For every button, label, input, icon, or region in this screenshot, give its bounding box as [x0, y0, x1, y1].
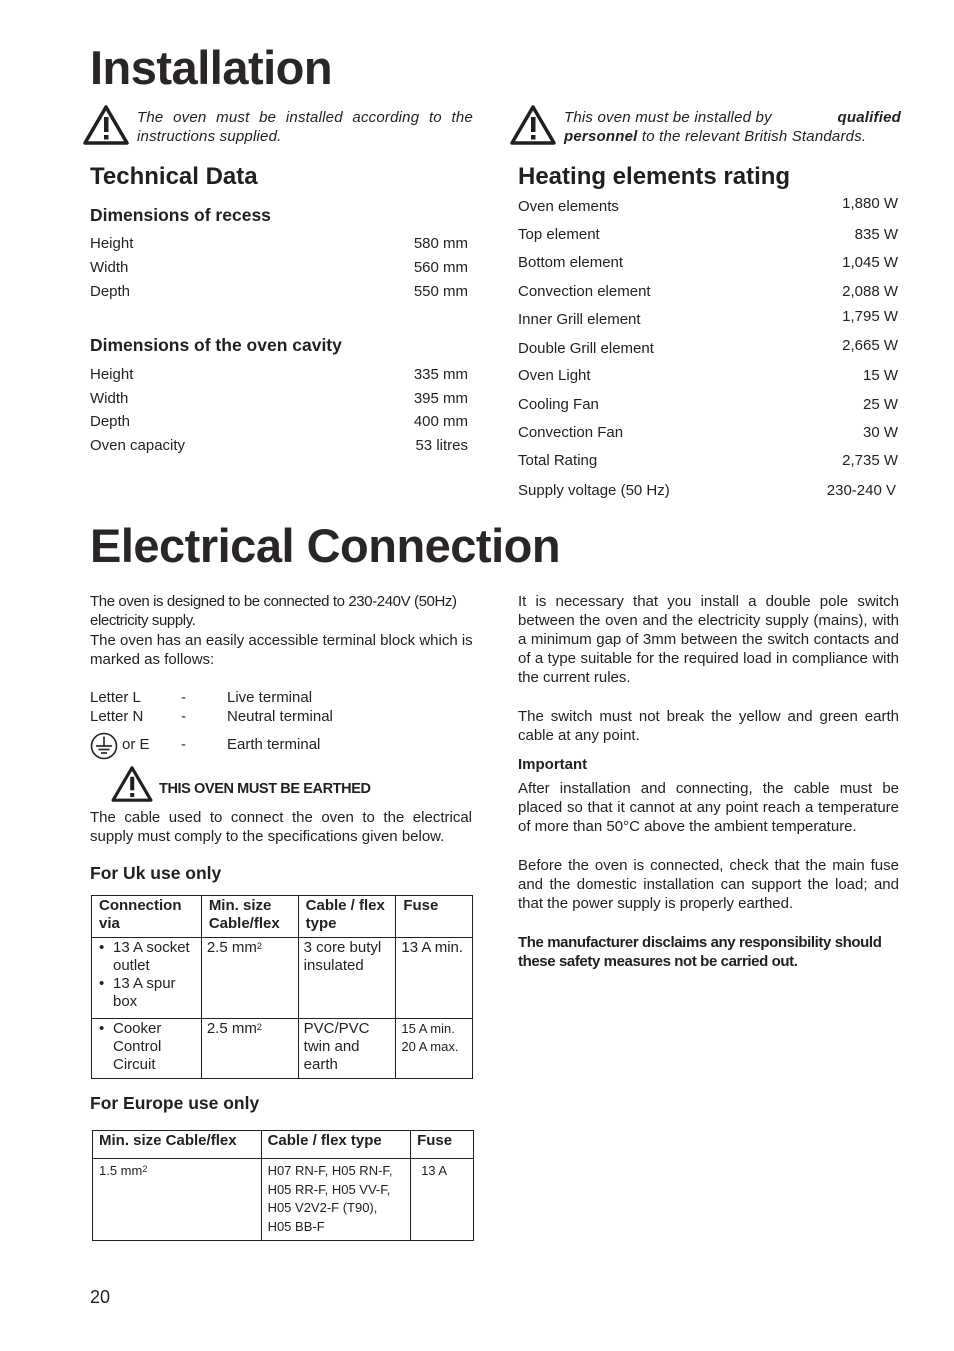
europe-title: For Europe use only [90, 1093, 260, 1113]
europe-cell: 13 A [411, 1159, 474, 1241]
heating-row: Convection Fan 30 W [518, 424, 898, 441]
warning-triangle-icon [110, 766, 154, 802]
recess-row: Width 560 mm [90, 259, 468, 276]
europe-table [92, 1130, 474, 1241]
warning-triangle-icon [83, 105, 129, 145]
europe-header: Fuse [411, 1131, 474, 1159]
electrical-title: Electrical Connection [90, 519, 561, 572]
heating-row: Oven elements 1,880 W [518, 195, 898, 215]
cavity-row: Height 335 mm [90, 366, 468, 383]
uk-cell: • Cooker Control Circuit [92, 1019, 202, 1079]
heating-row: Oven Light 15 W [518, 367, 898, 384]
terminal-desc: Live terminal [227, 689, 313, 706]
uk-table [91, 895, 473, 1079]
heating-row: Cooling Fan 25 W [518, 396, 898, 413]
uk-header: Min. size Cable/flex [201, 896, 298, 938]
right-paragraph-2: The switch must not break the yellow and green earth cable at any point. [518, 708, 899, 744]
earthed-warning: THIS OVEN MUST BE EARTHED [159, 781, 371, 797]
cavity-row: Depth 400 mm [90, 413, 468, 430]
important-title: Important [518, 756, 588, 773]
cavity-row: Oven capacity 53 litres [90, 437, 468, 454]
terminal-letter: or E [122, 736, 150, 753]
uk-cell: 2.5 $mm^2$ [201, 938, 298, 1019]
warning-triangle-icon [510, 105, 556, 145]
cavity-title: Dimensions of the oven cavity [90, 335, 342, 355]
uk-title: For Uk use only [90, 863, 222, 883]
install-warning-right: This oven must be installed by qualified personnel to the relevant British Standards. [564, 109, 901, 145]
uk-cell: PVC/PVC twin and earth [298, 1019, 396, 1079]
terminal-dash: - [181, 736, 186, 753]
heating-row: Bottom element 1,045 W [518, 254, 898, 271]
page-number: 20 [90, 1287, 111, 1307]
right-paragraph-3: After installation and connecting, the cable must be placed so that it cannot at any point reach a temperature of more than 50°C above the ambient temperature. [518, 780, 899, 835]
uk-header: Connection via [92, 896, 202, 938]
technical-data-title: Technical Data [90, 163, 258, 190]
uk-cell: 2.5 $mm^2$ [201, 1019, 298, 1079]
electrical-intro-1: The oven is designed to be connected to 230-240V (50Hz) electricity supply. [90, 593, 457, 629]
heating-row: Double Grill element 2,665 W [518, 337, 898, 357]
cable-text: The cable used to connect the oven to the electrical supply must comply to the specifications given below. [90, 809, 472, 845]
terminal-dash: - [181, 689, 186, 706]
uk-cell: 3 core butyl insulated [298, 938, 396, 1019]
uk-cell: • 13 A socket outlet • 13 A spur box [92, 938, 202, 1019]
right-paragraph-4: Before the oven is connected, check that the main fuse and the domestic installation can support the load; and that the power supply is properly earthed. [518, 857, 899, 912]
terminal-letter: Letter N [90, 708, 144, 725]
europe-cell: H07 RN-F, H05 RN-F, H05 RR-F, H05 VV-F, H05 V2V2-F (T90), H05 BB-F [261, 1159, 411, 1241]
heating-row: Top element 835 W [518, 226, 898, 243]
recess-row: Height 580 mm [90, 235, 468, 252]
terminal-desc: Earth terminal [227, 736, 321, 753]
uk-cell: 13 A min. [396, 938, 473, 1019]
terminal-desc: Neutral terminal [227, 708, 333, 725]
electrical-intro-2: The oven has an easily accessible terminal block which is marked as follows: [90, 632, 473, 668]
heating-row: Inner Grill element 1,795 W [518, 308, 898, 328]
install-warning-left: The oven must be installed according to the instructions supplied. [137, 109, 473, 145]
europe-header: Cable / flex type [261, 1131, 411, 1159]
recess-title: Dimensions of recess [90, 205, 271, 225]
recess-row: Depth 550 mm [90, 283, 468, 300]
earth-symbol-icon [90, 732, 118, 765]
right-paragraph-1: It is necessary that you install a double pole switch between the oven and the electricity supply (mains), with a minimum gap of 3mm between the switch contacts and of a type suitable for the required load in compliance with the current rules. [518, 593, 899, 686]
terminal-dash: - [181, 708, 186, 725]
uk-header: Fuse [396, 896, 473, 938]
europe-header: Min. size Cable/flex [93, 1131, 262, 1159]
heating-row: Supply voltage (50 Hz) 230-240 V [518, 482, 896, 499]
heating-row: Total Rating 2,735 W [518, 452, 898, 469]
uk-header: Cable / flex type [298, 896, 396, 938]
disclaimer: The manufacturer disclaims any responsibility should these safety measures not be carried out. [518, 934, 882, 970]
heating-title: Heating elements rating [518, 163, 791, 190]
heating-row: Convection element 2,088 W [518, 283, 898, 300]
cavity-row: Width 395 mm [90, 390, 468, 407]
installation-title: Installation [90, 41, 333, 94]
uk-cell: 15 A min. 20 A max. [396, 1019, 473, 1079]
europe-cell: 1.5 $mm^2$ [93, 1159, 262, 1241]
terminal-letter: Letter L [90, 689, 141, 706]
